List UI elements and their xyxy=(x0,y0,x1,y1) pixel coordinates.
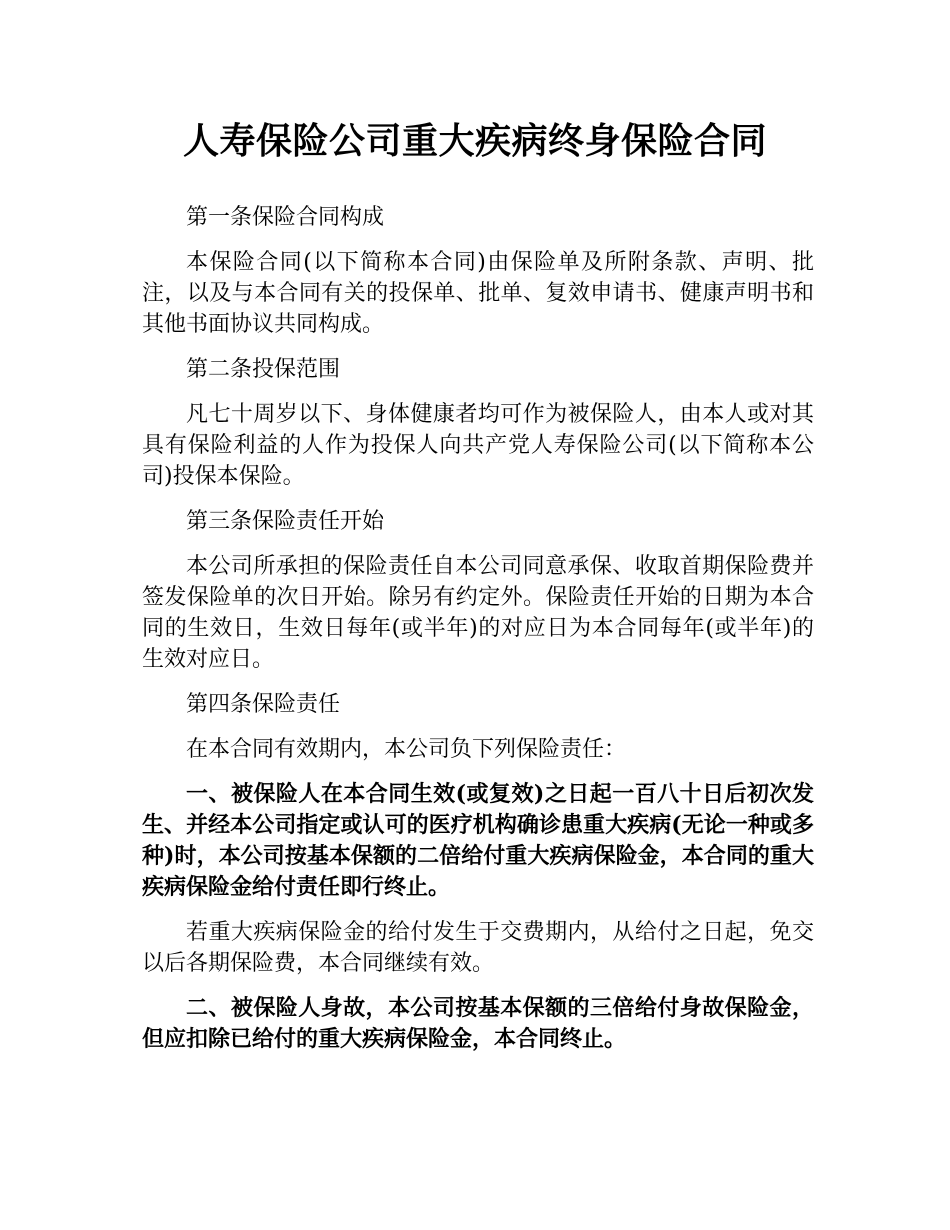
article-4-clause-1: 一、被保险人在本合同生效(或复效)之日起一百八十日后初次发生、并经本公司指定或认可的医疗机构确诊患重大疾病(无论一种或多种)时，本公司按基本保额的二倍给付重大疾病保险金，本合同的重大疾病保险金给付责任即行终止。 xyxy=(142,781,814,900)
article-4-heading: 第四条保险责任 xyxy=(186,692,341,717)
article-4-clause-2: 二、被保险人身故，本公司按基本保额的三倍给付身故保险金，但应扣除已给付的重大疾病保险金，本合同终止。 xyxy=(142,995,814,1052)
article-4-intro: 在本合同有效期内，本公司负下列保险责任： xyxy=(186,737,627,762)
article-2-heading: 第二条投保范围 xyxy=(186,357,341,382)
article-2-text: 凡七十周岁以下、身体健康者均可作为被保险人，由本人或对其具有保险利益的人作为投保人向共产党人寿保险公司(以下简称本公司)投保本保险。 xyxy=(142,402,814,489)
article-1-heading: 第一条保险合同构成 xyxy=(186,205,385,230)
document-body xyxy=(142,202,814,1069)
document-title: 人寿保险公司重大疾病终身保险合同 xyxy=(182,121,767,162)
article-3-text: 本公司所承担的保险责任自本公司同意承保、收取首期保险费并签发保险单的次日开始。除另有约定外。保险责任开始的日期为本合同的生效日，生效日每年(或半年)的对应日为本合同每年(或半年)的生效对应日。 xyxy=(142,554,814,672)
article-3-heading: 第三条保险责任开始 xyxy=(186,509,385,534)
article-4-clause-1-note: 若重大疾病保险金的给付发生于交费期内，从给付之日起，免交以后各期保险费，本合同继续有效。 xyxy=(142,920,814,976)
article-1-text: 本保险合同(以下简称本合同)由保险单及所附条款、声明、批注，以及与本合同有关的投保单、批单、复效申请书、健康声明书和其他书面协议共同构成。 xyxy=(142,250,814,337)
